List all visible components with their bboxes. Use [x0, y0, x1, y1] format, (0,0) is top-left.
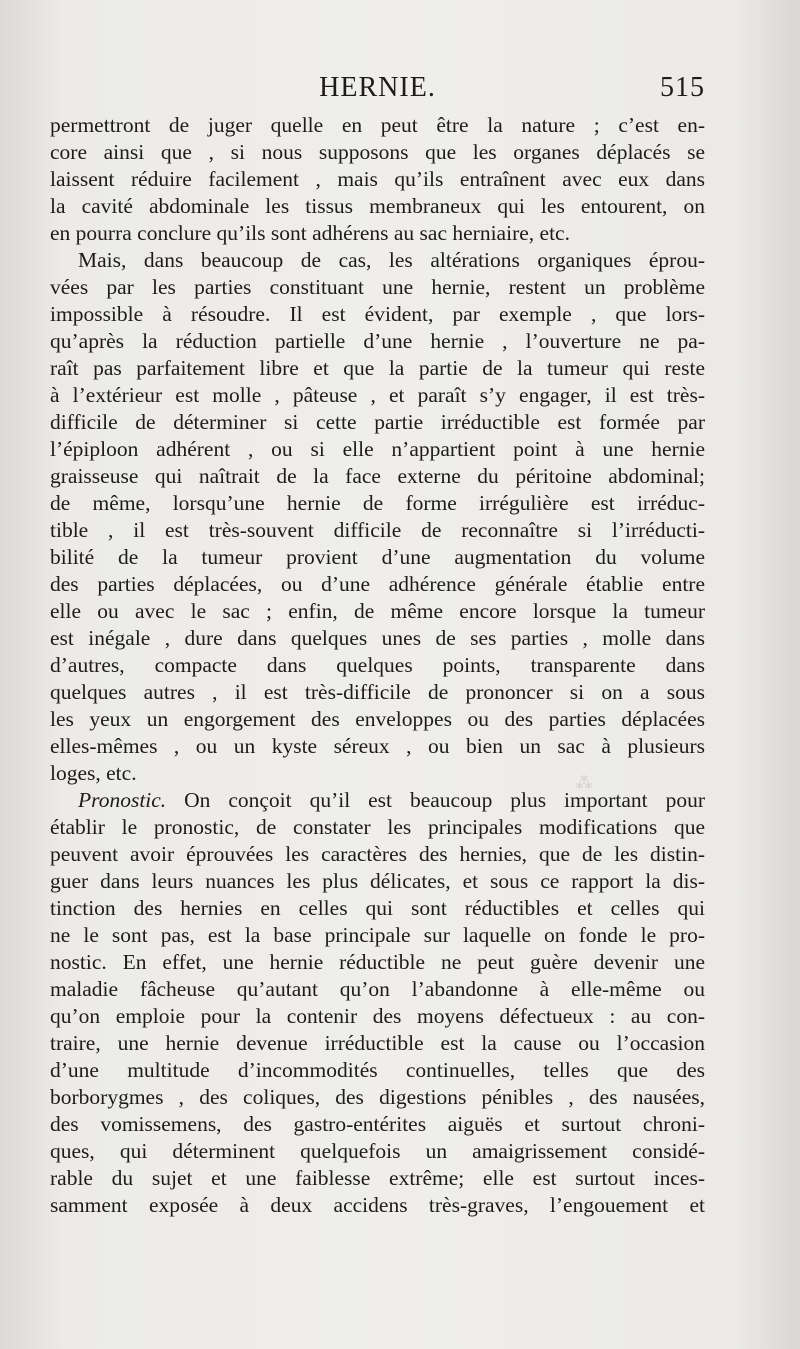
text-line: graisseuse qui naîtrait de la face externe du péritoine abdominal; — [50, 464, 705, 488]
show-through-text: ⁂ — [575, 773, 593, 793]
text-line: maladie fâcheuse qu’autant qu’on l’abandonne à elle-même ou — [50, 977, 705, 1001]
text-line: à l’extérieur est molle , pâteuse , et paraît s’y engager, il est très- — [50, 383, 705, 407]
text-line: de même, lorsqu’une hernie de forme irrégulière est irréduc- — [50, 491, 705, 515]
text-line: en pourra conclure qu’ils sont adhérens au sac herniaire, etc. — [50, 221, 570, 245]
text-line: core ainsi que , si nous supposons que les organes déplacés se — [50, 140, 705, 164]
text-line: des parties déplacées, ou d’une adhérence générale établie entre — [50, 572, 705, 596]
text-line: ques, qui déterminent quelquefois un amaigrissement considé- — [50, 1139, 705, 1163]
text-line: établir le pronostic, de constater les principales modifications que — [50, 815, 705, 839]
text-line: Mais, dans beaucoup de cas, les altérations organiques éprou- — [78, 248, 705, 272]
text-line: quelques autres , il est très-difficile de prononcer si on a sous — [50, 680, 705, 704]
text-line: elles-mêmes , ou un kyste séreux , ou bien un sac à plusieurs — [50, 734, 705, 758]
text-line: raît pas parfaitement libre et que la partie de la tumeur qui reste — [50, 356, 705, 380]
page-number: 515 — [660, 72, 705, 103]
text-line: tible , il est très-souvent difficile de reconnaître si l’irréducti- — [50, 518, 705, 542]
text-line: l’épiploon adhérent , ou si elle n’appartient point à une hernie — [50, 437, 705, 461]
text-line: borborygmes , des coliques, des digestions pénibles , des nausées, — [50, 1085, 705, 1109]
text-line: qu’on emploie pour la contenir des moyens défectueux : au con- — [50, 1004, 705, 1028]
text-line: guer dans leurs nuances les plus délicates, et sous ce rapport la dis- — [50, 869, 705, 893]
text-line: rable du sujet et une faiblesse extrême; elle est surtout inces- — [50, 1166, 705, 1190]
text-line: impossible à résoudre. Il est évident, par exemple , que lors- — [50, 302, 705, 326]
text-line: d’autres, compacte dans quelques points, transparente dans — [50, 653, 705, 677]
text-line: d’une multitude d’incommodités continuelles, telles que des — [50, 1058, 705, 1082]
text-line: vées par les parties constituant une hernie, restent un problème — [50, 275, 705, 299]
text-line: des vomissemens, des gastro-entérites aiguës et surtout chroni- — [50, 1112, 705, 1136]
text-line: bilité de la tumeur provient d’une augmentation du volume — [50, 545, 705, 569]
text-line: qu’après la réduction partielle d’une hernie , l’ouverture ne pa- — [50, 329, 705, 353]
text-line: laissent réduire facilement , mais qu’ils entraînent avec eux dans — [50, 167, 705, 191]
text-line: permettront de juger quelle en peut être la nature ; c’est en- — [50, 113, 705, 137]
text-line: tinction des hernies en celles qui sont réductibles et celles qui — [50, 896, 705, 920]
text-line: peuvent avoir éprouvées les caractères des hernies, que de les distin- — [50, 842, 705, 866]
text-line: nostic. En effet, une hernie réductible ne peut guère devenir une — [50, 950, 705, 974]
text-line: traire, une hernie devenue irréductible est la cause ou l’occasion — [50, 1031, 705, 1055]
text-line: difficile de déterminer si cette partie irréductible est formée par — [50, 410, 705, 434]
section-heading: Pronostic. — [78, 788, 167, 812]
page-header — [50, 72, 705, 112]
text-line: loges, etc. — [50, 761, 137, 785]
text-line: la cavité abdominale les tissus membraneux qui les entourent, on — [50, 194, 705, 218]
running-title: HERNIE. — [319, 72, 436, 103]
text-line: samment exposée à deux accidens très-graves, l’engouement et — [50, 1193, 705, 1217]
text-line: ne le sont pas, est la base principale sur laquelle on fonde le pro- — [50, 923, 705, 947]
text-line: les yeux un engorgement des enveloppes ou des parties déplacées — [50, 707, 705, 731]
text-line: est inégale , dure dans quelques unes de ses parties , molle dans — [50, 626, 705, 650]
section-text: On conçoit qu’il est beaucoup plus important pour — [166, 788, 705, 812]
section-line — [50, 787, 705, 814]
text-line: elle ou avec le sac ; enfin, de même encore lorsque la tumeur — [50, 599, 705, 623]
page-body — [50, 112, 705, 1219]
